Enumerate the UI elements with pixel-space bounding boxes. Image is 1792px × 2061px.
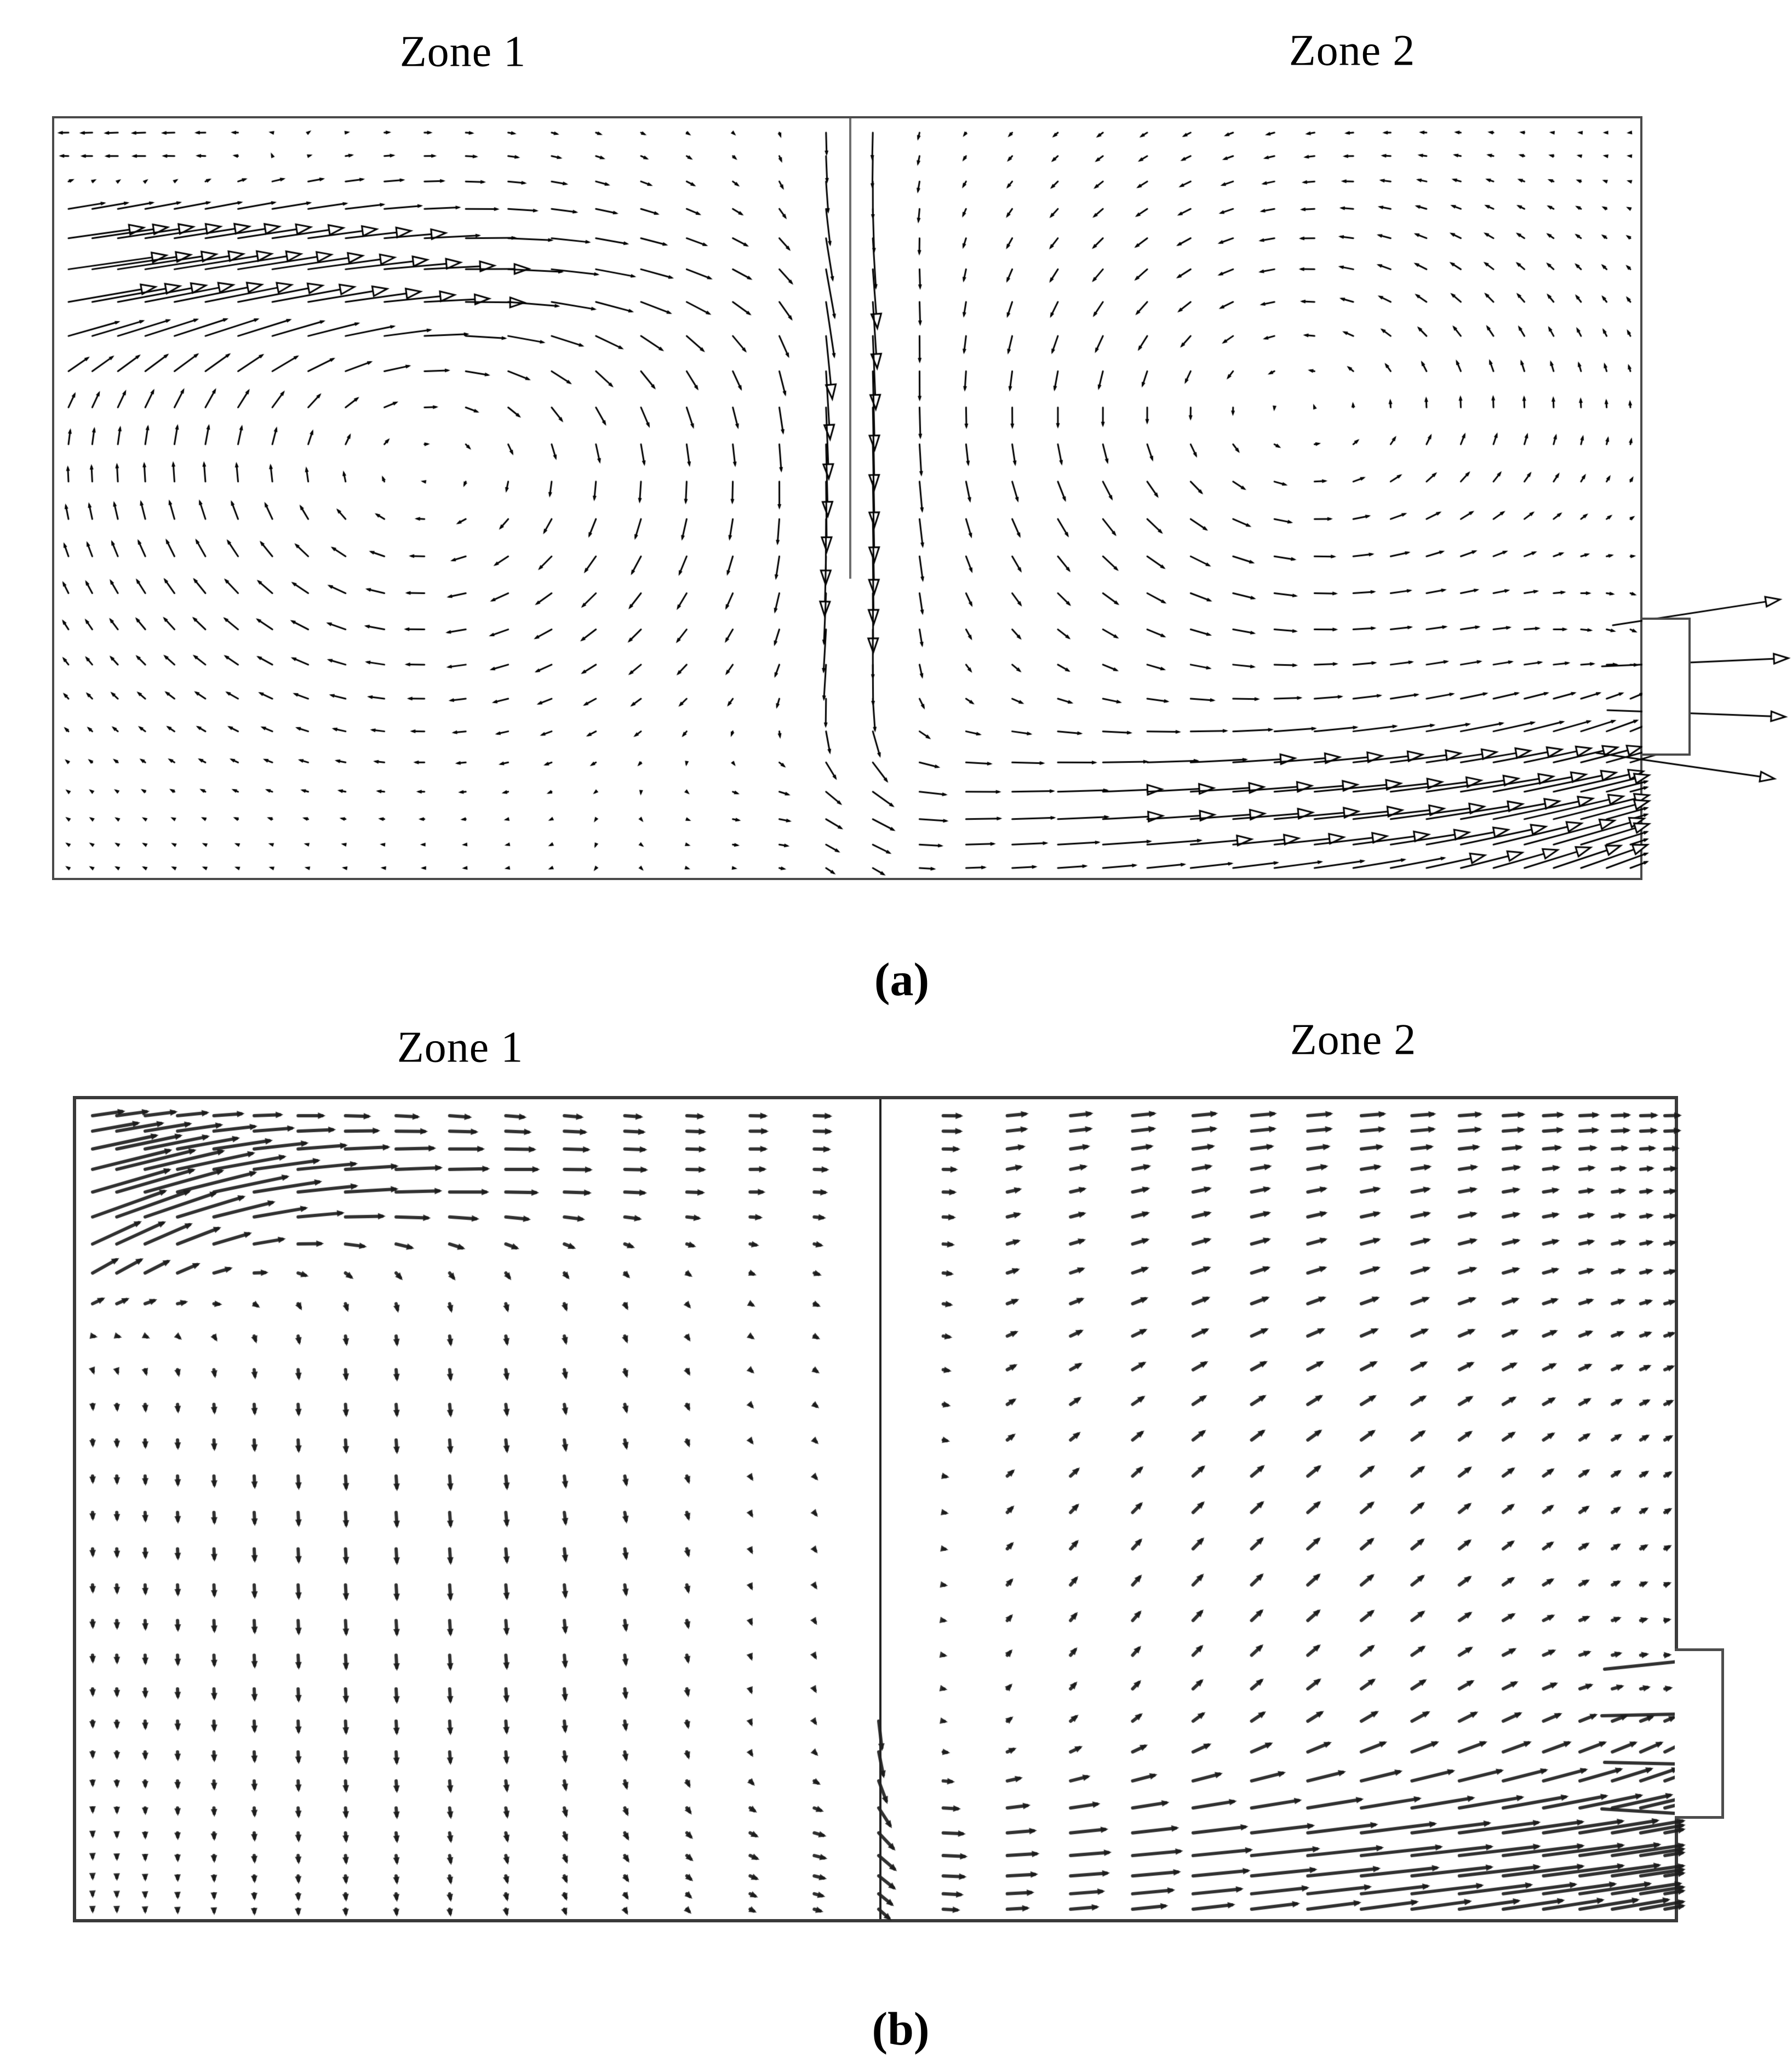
figure-caption-b: (b)	[872, 2002, 930, 2055]
panel-b-outlet-duct	[1675, 1648, 1724, 1819]
panel-a-zone1-label: Zone 1	[399, 27, 526, 76]
panel-b-zone-divider	[879, 1099, 881, 1919]
panel-b-domain	[73, 1096, 1678, 1922]
panel-a-vector-field	[27, 91, 1792, 910]
panel-b-zone2-label: Zone 2	[1290, 1015, 1417, 1064]
panel-b-vector-field	[49, 1072, 1791, 1953]
panel-a-zone-divider	[849, 118, 851, 579]
panel-a-outlet-duct	[1642, 618, 1691, 756]
panel-a-zone2-label: Zone 2	[1289, 26, 1416, 75]
panel-b-zone1-label: Zone 1	[397, 1023, 524, 1072]
figure-caption-a: (a)	[874, 953, 930, 1006]
panel-a-domain	[52, 116, 1642, 880]
